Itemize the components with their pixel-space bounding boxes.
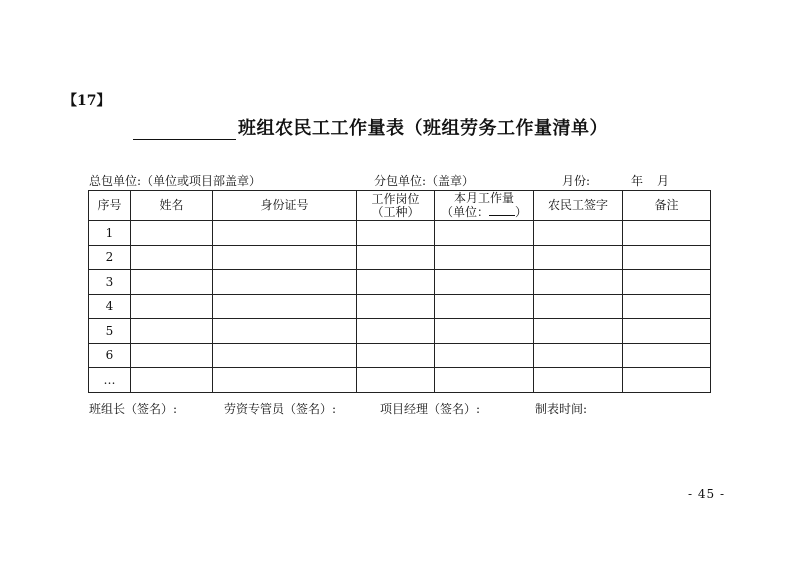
id-number-cell[interactable] [213, 368, 357, 393]
remarks-cell[interactable] [623, 343, 711, 368]
table-row [89, 221, 711, 246]
id-number-cell[interactable] [213, 245, 357, 270]
id-number-cell[interactable] [213, 343, 357, 368]
row-seq: 1 [89, 221, 131, 246]
header-workload-line1: 本月工作量 [453, 191, 514, 205]
name-cell[interactable] [131, 343, 213, 368]
header-id-number: 身份证号 [213, 191, 357, 221]
signature-cell[interactable] [534, 221, 623, 246]
remarks-cell[interactable] [623, 245, 711, 270]
table-row [89, 319, 711, 344]
workload-cell[interactable] [435, 343, 534, 368]
header-workload-line2 [435, 205, 533, 219]
table-row [89, 245, 711, 270]
title-row [133, 114, 608, 140]
remarks-cell[interactable] [623, 319, 711, 344]
name-cell[interactable] [131, 270, 213, 295]
contractor-label: 总包单位:（单位或项目部盖章） [89, 174, 262, 188]
id-number-cell[interactable] [213, 221, 357, 246]
post-cell[interactable] [357, 343, 435, 368]
header-workload-unit-suffix: ） [515, 205, 528, 219]
name-cell[interactable] [131, 245, 213, 270]
remarks-cell[interactable] [623, 368, 711, 393]
row-seq: 6 [89, 343, 131, 368]
header-signature: 农民工签字 [534, 191, 623, 221]
header-post-line2: （工种） [371, 204, 420, 219]
post-cell[interactable] [357, 245, 435, 270]
post-cell[interactable] [357, 270, 435, 295]
document-tag: 【17】 [63, 93, 111, 109]
table-row [89, 343, 711, 368]
signature-cell[interactable] [534, 319, 623, 344]
header-name: 姓名 [131, 191, 213, 221]
subcontractor-label: 分包单位:（盖章） [374, 174, 475, 188]
page-title: 班组农民工工作量表（班组劳务工作量清单） [238, 118, 608, 139]
name-cell[interactable] [131, 319, 213, 344]
id-number-cell[interactable] [213, 294, 357, 319]
header-remarks: 备注 [623, 191, 711, 221]
workload-cell[interactable] [435, 245, 534, 270]
workload-cell[interactable] [435, 294, 534, 319]
header-post [357, 191, 435, 221]
post-cell[interactable] [357, 221, 435, 246]
name-cell[interactable] [131, 294, 213, 319]
signature-cell[interactable] [534, 343, 623, 368]
workload-table [88, 190, 711, 393]
row-seq: 2 [89, 245, 131, 270]
project-manager-signature-label: 项目经理（签名）: [380, 402, 481, 416]
signature-cell[interactable] [534, 368, 623, 393]
id-number-cell[interactable] [213, 270, 357, 295]
header-post-line1: 工作岗位 [371, 191, 420, 206]
row-seq: … [89, 368, 131, 393]
name-cell[interactable] [131, 368, 213, 393]
remarks-cell[interactable] [623, 294, 711, 319]
id-number-cell[interactable] [213, 319, 357, 344]
table-row [89, 294, 711, 319]
table-row [89, 270, 711, 295]
post-cell[interactable] [357, 368, 435, 393]
post-cell[interactable] [357, 319, 435, 344]
row-seq: 5 [89, 319, 131, 344]
page-number: - 45 - [688, 487, 726, 501]
header-workload [435, 191, 534, 221]
workload-cell[interactable] [435, 221, 534, 246]
workload-cell[interactable] [435, 319, 534, 344]
post-cell[interactable] [357, 294, 435, 319]
month-label: 月份: [562, 174, 591, 188]
remarks-cell[interactable] [623, 270, 711, 295]
header-seq: 序号 [89, 191, 131, 221]
signature-cell[interactable] [534, 245, 623, 270]
year-unit: 年 [631, 174, 644, 188]
name-cell[interactable] [131, 221, 213, 246]
row-seq: 4 [89, 294, 131, 319]
workload-cell[interactable] [435, 270, 534, 295]
table-row [89, 368, 711, 393]
workload-cell[interactable] [435, 368, 534, 393]
month-unit: 月 [657, 174, 670, 188]
signature-cell[interactable] [534, 294, 623, 319]
title-blank-line [133, 117, 236, 140]
table-header-row [89, 191, 711, 221]
unit-blank-line [489, 205, 515, 216]
row-seq: 3 [89, 270, 131, 295]
prepared-time-label: 制表时间: [535, 402, 588, 416]
labor-manager-signature-label: 劳资专管员（签名）: [224, 402, 337, 416]
team-leader-signature-label: 班组长（签名）: [89, 402, 178, 416]
header-workload-unit-prefix: （单位： [440, 205, 489, 219]
signature-cell[interactable] [534, 270, 623, 295]
remarks-cell[interactable] [623, 221, 711, 246]
